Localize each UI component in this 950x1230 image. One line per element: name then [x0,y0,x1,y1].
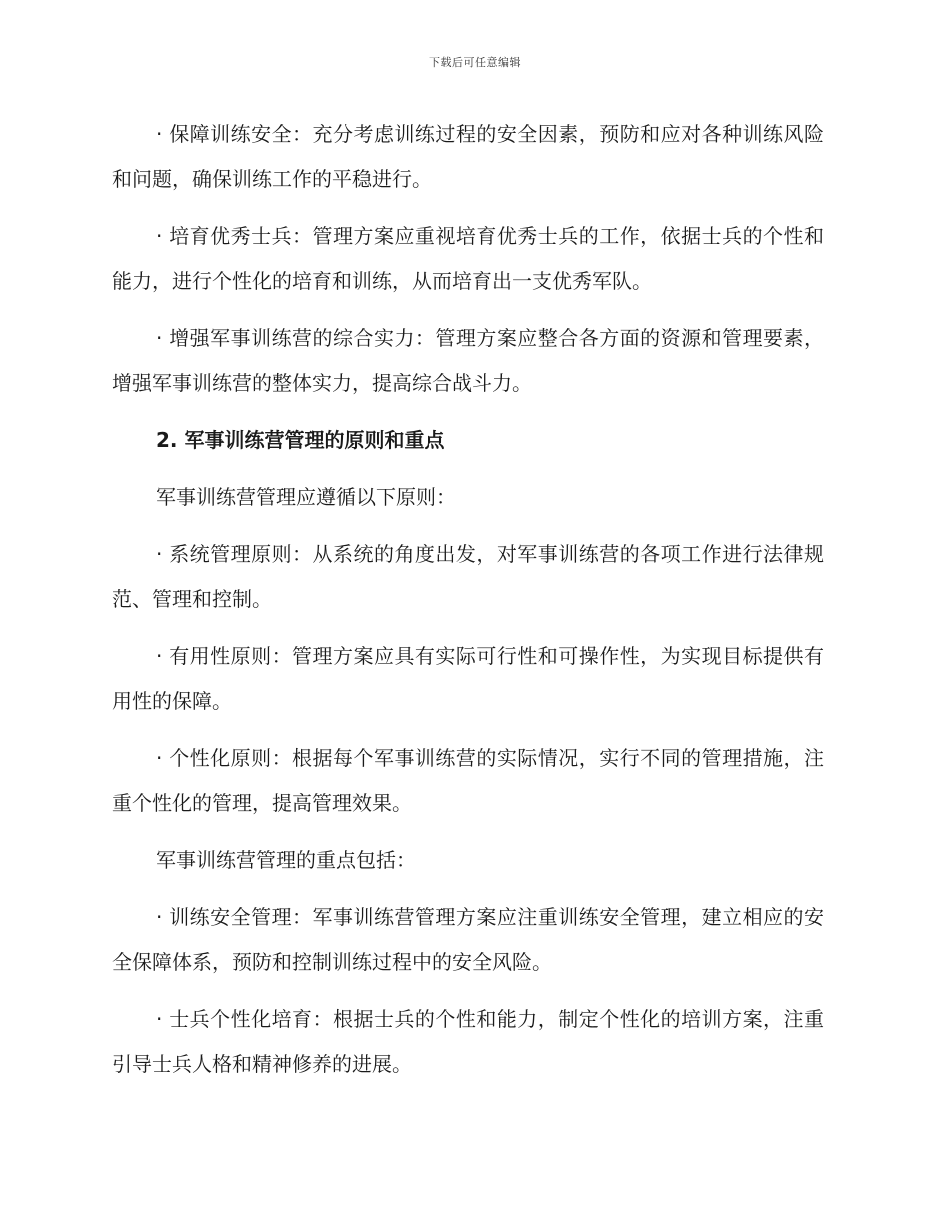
bullet-paragraph: · 增强军事训练营的综合实力：管理方案应整合各方面的资源和管理要素，增强军事训练营的整体实力，提高综合战斗力。 [112,326,824,395]
bullet-paragraph: · 训练安全管理：军事训练营管理方案应注重训练安全管理，建立相应的安全保障体系，预防和控制训练过程中的安全风险。 [112,905,824,974]
bullet-paragraph: · 保障训练安全：充分考虑训练过程的安全因素，预防和应对各种训练风险和问题，确保训练工作的平稳进行。 [112,122,824,191]
document-body [112,112,824,1099]
bullet-paragraph: · 有用性原则：管理方案应具有实际可行性和可操作性，为实现目标提供有用性的保障。 [112,644,824,713]
bullet-paragraph: · 系统管理原则：从系统的角度出发，对军事训练营的各项工作进行法律规范、管理和控制。 [112,542,824,611]
bullet-paragraph: · 培育优秀士兵：管理方案应重视培育优秀士兵的工作，依据士兵的个性和能力，进行个性化的培育和训练，从而培育出一支优秀军队。 [112,224,824,293]
intro-paragraph: 军事训练营管理应遵循以下原则： [156,485,456,509]
bullet-paragraph: · 士兵个性化培育：根据士兵的个性和能力，制定个性化的培训方案，注重引导士兵人格和精神修养的进展。 [112,1007,824,1076]
bullet-paragraph: · 个性化原则：根据每个军事训练营的实际情况，实行不同的管理措施，注重个性化的管理，提高管理效果。 [112,746,824,815]
page-header: 下载后可任意编辑 [429,56,521,69]
section-heading: 2. 军事训练营管理的原则和重点 [156,428,445,452]
intro-paragraph: 军事训练营管理的重点包括： [156,848,416,872]
